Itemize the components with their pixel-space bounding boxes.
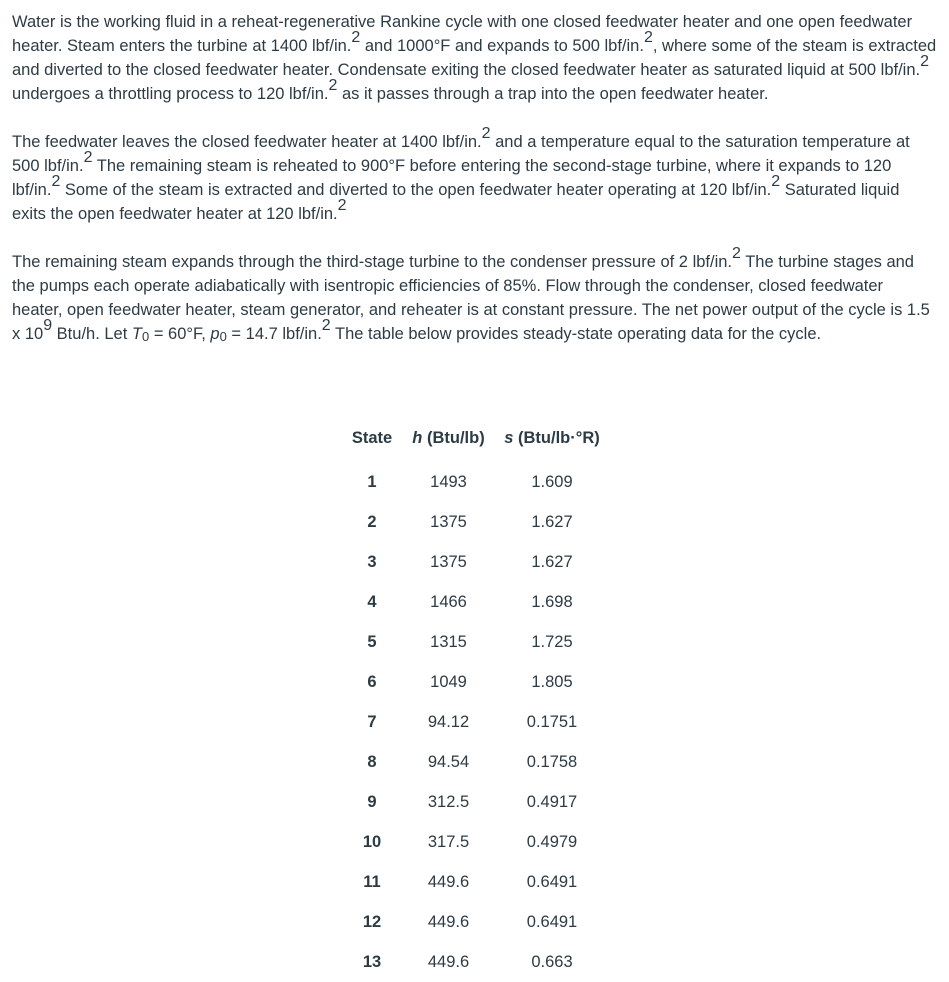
subscript: 0 [219, 329, 227, 344]
cell-s: 0.6491 [526, 913, 578, 931]
header-entropy [496, 422, 608, 462]
text: and a temperature equal to the saturation temperature at 500 lbf/in. [12, 133, 910, 175]
header-state: State [351, 429, 393, 447]
text: and 1000°F and expands to 500 lbf/in. [360, 37, 644, 55]
cell-state: 3 [367, 553, 377, 571]
superscript: 2 [337, 197, 347, 214]
table-body [343, 462, 608, 982]
cell-h: 1466 [430, 593, 467, 611]
table-row [343, 582, 608, 622]
text: , where some of the steam is extracted and diverted to the closed feedwater heater. Condensate exiting the closed feedwater heater as saturated liquid at 500 lbf/in. [12, 37, 937, 79]
table-row [343, 542, 608, 582]
subscript: 0 [142, 329, 150, 344]
cell-h: 1315 [430, 633, 467, 651]
table-row [343, 822, 608, 862]
superscript: 2 [481, 125, 491, 142]
text: The table below provides steady-state operating data for the cycle. [330, 325, 822, 343]
unit-h: (Btu/lb) [422, 429, 485, 447]
cell-state: 8 [367, 753, 377, 771]
superscript: 2 [328, 77, 338, 94]
cell-s: 0.1758 [526, 753, 578, 771]
cell-state: 13 [362, 953, 382, 971]
superscript: 2 [643, 29, 653, 46]
cell-s: 1.627 [531, 513, 573, 531]
superscript: 2 [771, 173, 781, 190]
table-row [343, 942, 608, 982]
table-row [343, 462, 608, 502]
cell-s: 1.698 [531, 593, 573, 611]
cell-state: 2 [367, 513, 377, 531]
cell-h: 449.6 [427, 913, 470, 931]
cell-state: 4 [367, 593, 377, 611]
cell-state: 10 [362, 833, 382, 851]
table-row [343, 502, 608, 542]
text: The remaining steam expands through the third-stage turbine to the condenser pressure of 2 lbf/in. [12, 253, 733, 271]
cell-s: 1.805 [531, 673, 573, 691]
cell-s: 0.1751 [526, 713, 578, 731]
text: = 14.7 lbf/in. [226, 325, 322, 343]
problem-statement [0, 0, 949, 346]
header-enthalpy [401, 422, 496, 462]
text: Btu/h. Let [52, 325, 132, 343]
text: Water is the working fluid in a reheat-regenerative Rankine cycle with one closed feedwater heater and one open feedwater heater. Steam enters the turbine at 1400 lbf/in. [12, 13, 913, 55]
symbol-s: s [504, 429, 514, 447]
cell-s: 1.609 [531, 473, 573, 491]
symbol-p: p [210, 325, 220, 343]
superscript: 9 [43, 317, 53, 334]
superscript: 2 [351, 29, 361, 46]
table-header-row [343, 422, 608, 462]
cell-h: 94.54 [427, 753, 470, 771]
cell-h: 1375 [430, 553, 467, 571]
cell-state: 5 [367, 633, 377, 651]
table-row [343, 662, 608, 702]
cell-h: 1049 [430, 673, 467, 691]
text: The feedwater leaves the closed feedwater heater at 1400 lbf/in. [12, 133, 482, 151]
state-table-container [343, 422, 608, 982]
cell-s: 1.725 [531, 633, 573, 651]
paragraph-1 [12, 10, 937, 106]
paragraph-3 [12, 245, 937, 346]
cell-h: 94.12 [427, 713, 470, 731]
superscript: 2 [920, 53, 930, 70]
table-row [343, 622, 608, 662]
table-row [343, 702, 608, 742]
cell-h: 312.5 [427, 793, 470, 811]
cell-state: 6 [367, 673, 377, 691]
text: = 60°F, [149, 325, 211, 343]
text: Saturated liquid exits the open feedwater heater at 120 lbf/in. [12, 181, 900, 223]
superscript: 2 [321, 317, 331, 334]
superscript: 2 [732, 245, 741, 262]
cell-h: 1493 [430, 473, 467, 491]
cell-s: 0.6491 [526, 873, 578, 891]
symbol-h: h [412, 429, 423, 447]
state-table [343, 422, 608, 982]
text: The remaining steam is reheated to 900°F before entering the second-stage turbine, where it expands to 120 lbf/in. [12, 157, 892, 199]
table-row [343, 782, 608, 822]
text: undergoes a throttling process to 120 lbf/in. [12, 85, 329, 103]
cell-h: 317.5 [427, 833, 470, 851]
cell-h: 1375 [430, 513, 467, 531]
cell-s: 0.663 [531, 953, 573, 971]
text: as it passes through a trap into the open feedwater heater. [337, 85, 769, 103]
cell-h: 449.6 [427, 953, 470, 971]
cell-s: 0.4917 [526, 793, 578, 811]
cell-s: 1.627 [531, 553, 573, 571]
cell-s: 0.4979 [526, 833, 578, 851]
unit-s: (Btu/lb·°R) [513, 429, 600, 447]
text: Some of the steam is extracted and diverted to the open feedwater heater operating at 120 lbf/in. [60, 181, 772, 199]
cell-state: 12 [362, 913, 382, 931]
cell-state: 11 [363, 873, 381, 891]
superscript: 2 [83, 149, 93, 166]
cell-state: 7 [367, 713, 377, 731]
table-row [343, 862, 608, 902]
superscript: 2 [51, 173, 61, 190]
text: The turbine stages and the pumps each operate adiabatically with isentropic efficiencies of 85%. Flow through the condenser, closed feedwater heater, open feedwater heater, steam generator, and reheater is at constant pressure. The net power output of the cycle is 1.5 x 10 [12, 253, 930, 343]
table-row [343, 902, 608, 942]
cell-h: 449.6 [427, 873, 470, 891]
table-row [343, 742, 608, 782]
paragraph-2 [12, 125, 937, 226]
cell-state: 9 [367, 793, 377, 811]
cell-state: 1 [367, 473, 377, 491]
symbol-T: T [131, 325, 142, 343]
